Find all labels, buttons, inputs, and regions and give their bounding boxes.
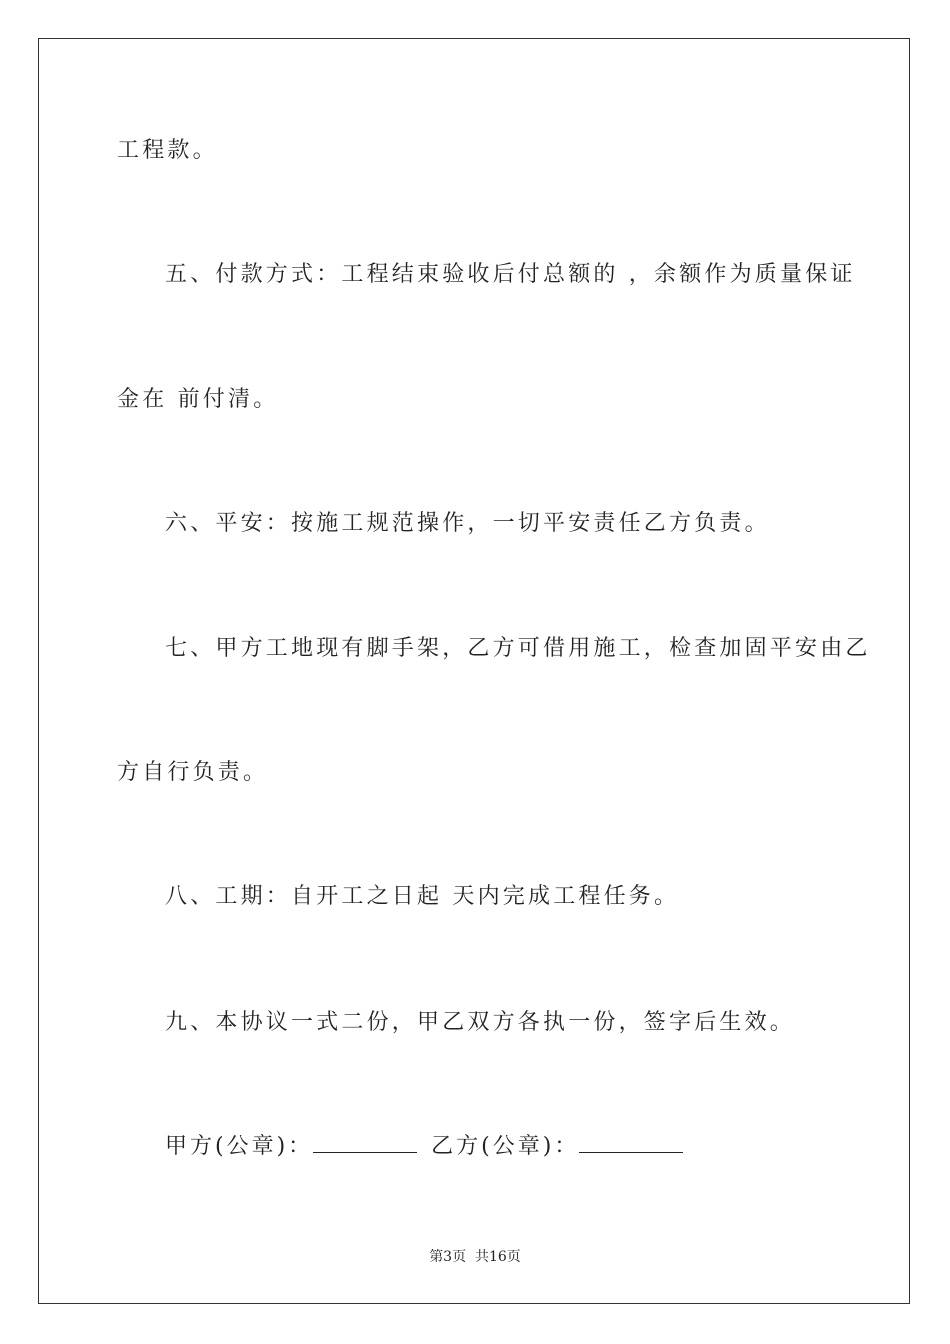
- page-footer: 第3页 共16页: [429, 1249, 521, 1265]
- text-line-1: 工程款。: [117, 138, 218, 163]
- party-a-signature-blank: [313, 1151, 417, 1153]
- party-b-label: 乙方(公章)：: [431, 1134, 580, 1159]
- signature-row: [165, 1132, 697, 1162]
- clause-schedule: 八、工期：自开工之日起 天内完成工程任务。: [165, 884, 680, 909]
- text-line-6: 方自行负责。: [117, 760, 269, 785]
- clause-payment-method: 五、付款方式：工程结束验收后付总额的 ，余额作为质量保证: [165, 262, 856, 287]
- party-b-signature-blank: [579, 1151, 683, 1153]
- page-border: [38, 38, 910, 1304]
- clause-scaffolding: 七、甲方工地现有脚手架，乙方可借用施工，检查加固平安由乙: [165, 636, 871, 661]
- clause-safety: 六、平安：按施工规范操作，一切平安责任乙方负责。: [165, 511, 770, 536]
- clause-copies: 九、本协议一式二份，甲乙双方各执一份，签字后生效。: [165, 1010, 796, 1035]
- text-line-3: 金在 前付清。: [117, 387, 279, 412]
- party-a-label: 甲方(公章)：: [165, 1134, 314, 1159]
